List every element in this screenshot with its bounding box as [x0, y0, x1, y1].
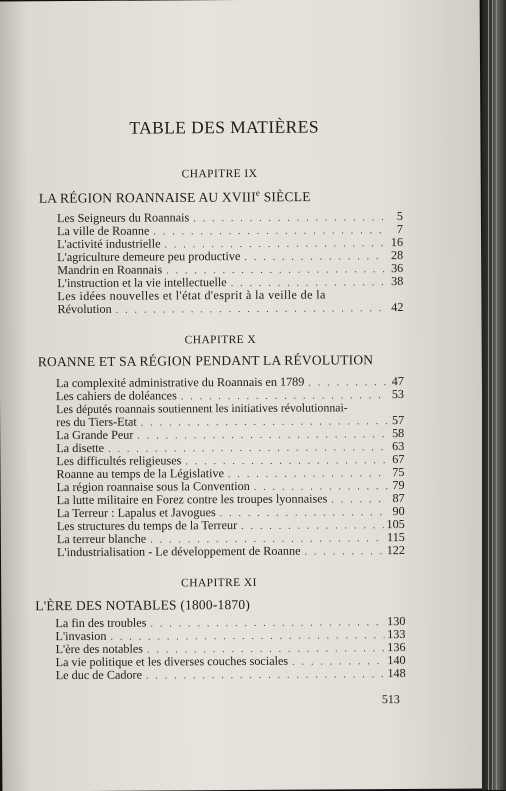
toc-entry-label: La terreur blanche	[56, 531, 147, 547]
chapter-label: CHAPITRE XI	[181, 576, 257, 590]
toc-entry-page: 130	[387, 614, 406, 629]
toc-entry-label: L'activité industrielle	[57, 236, 161, 252]
dot-leader	[146, 668, 384, 682]
toc-entry-page: 5	[396, 209, 403, 224]
toc-entry-page: 53	[391, 387, 405, 402]
dot-leader	[116, 302, 387, 317]
toc-entry-label: La disette	[56, 440, 105, 456]
chapter-title-end: SIÈCLE	[260, 189, 311, 205]
chapter-label: CHAPITRE IX	[181, 167, 258, 181]
page-title: TABLE DES MATIÈRES	[129, 116, 319, 138]
chapter-title-text: LA RÉGION ROANNAISE AU XVIII	[38, 189, 256, 206]
dot-leader	[304, 545, 383, 558]
toc-entry-label: Les structures du temps de la Terreur	[56, 518, 238, 534]
book-page-edges	[482, 0, 506, 790]
chapter-title-sup: e	[255, 187, 261, 198]
toc-entry-label: L'instruction et la vie intellectuelle	[57, 275, 227, 291]
toc-entry-page: 38	[391, 274, 404, 289]
toc-entry-page: 115	[386, 530, 405, 545]
toc-entry-label: La région roannaise sous la Convention	[56, 478, 250, 495]
toc-entry-page: 79	[392, 478, 405, 493]
toc-entry-label: La ville de Roanne	[56, 223, 150, 239]
toc-entry-label: Les Seigneurs du Roannais	[56, 210, 190, 226]
toc-entry-page: 136	[387, 639, 406, 655]
toc-entry-label-line1: Les idées nouvelles et l'état d'esprit à la veille de la	[57, 287, 326, 304]
toc-entry-page: 63	[392, 439, 405, 454]
toc-entry-label: Révolution	[57, 301, 112, 317]
toc-entry-label: L'invasion	[55, 628, 107, 644]
chapter-title: L'ÈRE DES NOTABLES (1800-1870)	[35, 596, 251, 614]
chapter-title	[39, 188, 311, 207]
toc-entry-page: 87	[392, 491, 405, 506]
toc-entry-page: 122	[386, 543, 405, 558]
toc-entry-page: 67	[392, 452, 405, 467]
chapter-label: CHAPITRE X	[184, 333, 257, 347]
toc-entry-label: Les cahiers de doléances	[55, 388, 177, 404]
chapter-title: ROANNE ET SA RÉGION PENDANT LA RÉVOLUTION	[37, 352, 374, 370]
toc-entry-label: L'ère des notables	[55, 641, 144, 657]
toc-entry-page: 7	[396, 222, 404, 237]
toc-entry-page: 105	[386, 517, 405, 532]
toc-entry-page: 140	[387, 652, 406, 668]
toc-entry-page: 148	[387, 665, 406, 681]
toc-entry-label: Le duc de Cadore	[55, 667, 143, 683]
toc-entry-page: 133	[387, 626, 406, 642]
page-number: 513	[381, 692, 400, 707]
toc-entry-label: L'industrialisation - Le développement de Roanne	[56, 543, 301, 560]
toc-entry	[57, 301, 403, 317]
toc-entry-page: 28	[390, 248, 404, 263]
toc-entry-label: La Grande Peur	[56, 427, 134, 443]
toc-entry	[56, 667, 406, 683]
toc-entry-page: 57	[391, 413, 405, 428]
toc-entry-label: La lutte militaire en Forez contre les troupes lyonnaises	[56, 491, 328, 508]
toc-entry-page: 75	[392, 465, 405, 480]
toc-entry-page: 90	[392, 504, 405, 519]
toc-entry-page: 58	[392, 426, 405, 441]
toc-entry-page: 36	[390, 261, 404, 276]
toc-entry-label: L'agriculture demeure peu productive	[57, 249, 241, 265]
toc-entry-page: 16	[390, 235, 404, 250]
toc-entry-label: res du Tiers-Etat	[56, 414, 137, 430]
toc-entry-page: 42	[391, 300, 404, 315]
toc-entry-label: La complexité administrative du Roannais en 1789	[55, 374, 305, 391]
toc-entry-label: Mandrin en Roannais	[57, 262, 163, 278]
toc-entry-label: La vie politique et les diverses couches sociales	[55, 653, 289, 670]
toc-entry-label: Les difficultés religieuses	[56, 453, 182, 469]
toc-entry-page: 47	[391, 374, 404, 389]
toc-entry	[57, 544, 405, 560]
toc-entry-label-line1: Les députés roannais soutiennent les initiatives révolutionnai-	[56, 400, 348, 417]
toc-entry-label: Roanne au temps de la Législative	[56, 466, 225, 482]
toc-entry-label: La Terreur : Lapalus et Javogues	[56, 505, 216, 521]
toc-entry-label: La fin des troubles	[55, 615, 147, 631]
